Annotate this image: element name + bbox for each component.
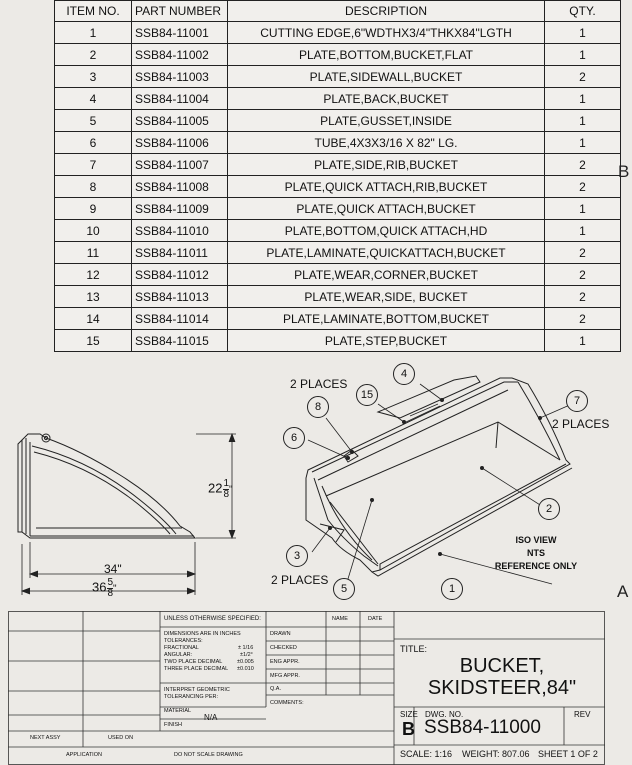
cell-description: PLATE,QUICK ATTACH,RIB,BUCKET <box>228 176 545 198</box>
drawing-title-line-1: BUCKET, <box>459 655 545 677</box>
cell-qty: 1 <box>545 44 621 66</box>
dim-length-whole: 36 <box>92 579 107 595</box>
cell-description: PLATE,WEAR,CORNER,BUCKET <box>228 264 545 286</box>
cell-description: PLATE,BOTTOM,BUCKET,FLAT <box>228 44 545 66</box>
side-view-drawing <box>0 420 260 600</box>
tb-size-label: SIZE <box>400 710 418 719</box>
iso-note-line-3: REFERENCE ONLY <box>494 561 578 571</box>
cell-description: CUTTING EDGE,6"WDTHX3/4"THKX84"LGTH <box>228 22 545 44</box>
header-qty: QTY. <box>545 1 621 22</box>
bom-row <box>55 22 621 44</box>
tb-used-on: USED ON <box>108 735 134 741</box>
tb-scale: SCALE: 1:16 <box>400 749 453 759</box>
cell-part-number: SSB84-11013 <box>132 286 228 308</box>
iso-note-line-2: NTS <box>527 548 545 558</box>
dim-height-num: 1 <box>223 478 230 489</box>
cell-item-no: 14 <box>55 308 132 330</box>
header-description: DESCRIPTION <box>228 1 545 22</box>
dim-length-den: 8 <box>107 588 114 599</box>
bom-body <box>55 22 621 352</box>
cell-description: PLATE,QUICK ATTACH,BUCKET <box>228 198 545 220</box>
title-block <box>8 611 605 765</box>
cell-description: PLATE,STEP,BUCKET <box>228 330 545 352</box>
item-balloon: 15 <box>356 384 378 406</box>
tb-do-not-scale: DO NOT SCALE DRAWING <box>174 752 243 758</box>
cell-item-no: 8 <box>55 176 132 198</box>
tb-title-label: TITLE: <box>400 644 428 654</box>
bom-header-row <box>55 1 621 22</box>
tb-tolerancing: TOLERANCING PER: <box>164 694 218 700</box>
cell-qty: 2 <box>545 154 621 176</box>
cell-qty: 2 <box>545 286 621 308</box>
tb-three-place: THREE PLACE DECIMAL <box>164 666 229 672</box>
bom-row <box>55 88 621 110</box>
cell-description: PLATE,LAMINATE,QUICKATTACH,BUCKET <box>228 242 545 264</box>
cell-item-no: 10 <box>55 220 132 242</box>
cell-item-no: 6 <box>55 132 132 154</box>
item-balloon: 5 <box>333 578 355 600</box>
cell-description: PLATE,BACK,BUCKET <box>228 88 545 110</box>
dim-height: 22 $\frac{1}{8}$ " <box>208 478 233 500</box>
tb-application: APPLICATION <box>66 752 102 758</box>
cell-part-number: SSB84-11008 <box>132 176 228 198</box>
tb-dwg-label: DWG. NO. <box>425 710 464 719</box>
bom-row <box>55 308 621 330</box>
cell-part-number: SSB84-11003 <box>132 66 228 88</box>
tb-drawn: DRAWN <box>270 631 291 637</box>
bom-row <box>55 286 621 308</box>
cell-qty: 1 <box>545 220 621 242</box>
cell-description: PLATE,SIDE,RIB,BUCKET <box>228 154 545 176</box>
cell-item-no: 11 <box>55 242 132 264</box>
bom-row <box>55 44 621 66</box>
cell-qty: 2 <box>545 308 621 330</box>
header-item-no: ITEM NO. <box>55 1 132 22</box>
item-balloon: 1 <box>441 578 463 600</box>
places-note-bottom: 2 PLACES <box>271 573 329 587</box>
cell-description: PLATE,WEAR,SIDE, BUCKET <box>228 286 545 308</box>
zone-marker-a: A <box>617 582 629 601</box>
cell-qty: 2 <box>545 242 621 264</box>
tb-fractional-value: ± 1/16 <box>238 645 254 651</box>
cell-item-no: 7 <box>55 154 132 176</box>
dim-height-whole: 22 <box>208 480 223 496</box>
dim-length-num: 5 <box>107 577 114 588</box>
tb-tolerances: TOLERANCES: <box>164 638 203 644</box>
cell-part-number: SSB84-11009 <box>132 198 228 220</box>
cell-qty: 1 <box>545 198 621 220</box>
cell-qty: 2 <box>545 264 621 286</box>
tb-material: MATERIAL <box>164 708 192 714</box>
cell-qty: 1 <box>545 132 621 154</box>
cell-description: PLATE,GUSSET,INSIDE <box>228 110 545 132</box>
cell-item-no: 2 <box>55 44 132 66</box>
tb-angular: ANGULAR: <box>164 652 193 658</box>
item-balloon: 3 <box>286 545 308 567</box>
cell-part-number: SSB84-11011 <box>132 242 228 264</box>
item-balloon: 4 <box>393 363 415 385</box>
cell-item-no: 1 <box>55 22 132 44</box>
item-balloon: 8 <box>307 396 329 418</box>
cell-item-no: 13 <box>55 286 132 308</box>
tb-next-assy: NEXT ASSY <box>30 735 61 741</box>
iso-view-note <box>476 534 596 573</box>
cell-description: PLATE,SIDEWALL,BUCKET <box>228 66 545 88</box>
zone-marker-b: B <box>618 162 630 181</box>
tb-size-value: B <box>402 719 415 739</box>
tb-dims-in-inches: DIMENSIONS ARE IN INCHES <box>164 631 241 637</box>
tb-checked: CHECKED <box>270 645 297 651</box>
cell-item-no: 3 <box>55 66 132 88</box>
cell-part-number: SSB84-11014 <box>132 308 228 330</box>
dim-length-overall: 36 $\frac{5}{8}$ " <box>92 577 117 599</box>
cell-qty: 1 <box>545 330 621 352</box>
header-part-number: PART NUMBER <box>132 1 228 22</box>
cell-qty: 2 <box>545 176 621 198</box>
tb-sheet: SHEET 1 OF 2 <box>538 749 598 759</box>
bom-row <box>55 220 621 242</box>
bill-of-materials-table <box>54 0 621 352</box>
cell-qty: 1 <box>545 88 621 110</box>
bom-row <box>55 264 621 286</box>
cell-qty: 1 <box>545 110 621 132</box>
tb-name: NAME <box>332 616 348 622</box>
places-note-right: 2 PLACES <box>552 417 610 431</box>
cell-item-no: 4 <box>55 88 132 110</box>
bom-row <box>55 66 621 88</box>
cell-part-number: SSB84-11006 <box>132 132 228 154</box>
cell-part-number: SSB84-11005 <box>132 110 228 132</box>
drawing-title <box>400 655 604 699</box>
tb-finish: FINISH <box>164 722 183 728</box>
item-balloon: 6 <box>283 427 305 449</box>
bom-row <box>55 198 621 220</box>
cell-qty: 1 <box>545 22 621 44</box>
dim-length-34: 34" <box>104 562 122 576</box>
cell-description: TUBE,4X3X3/16 X 82" LG. <box>228 132 545 154</box>
tb-material-value: N/A <box>204 713 218 722</box>
cell-part-number: SSB84-11015 <box>132 330 228 352</box>
bom-row <box>55 110 621 132</box>
cell-part-number: SSB84-11002 <box>132 44 228 66</box>
tb-three-place-value: ±0.010 <box>237 666 254 672</box>
cell-part-number: SSB84-11007 <box>132 154 228 176</box>
tb-rev-label: REV <box>574 710 591 719</box>
cell-part-number: SSB84-11004 <box>132 88 228 110</box>
tb-fractional: FRACTIONAL <box>164 645 199 651</box>
bom-row <box>55 176 621 198</box>
cell-item-no: 12 <box>55 264 132 286</box>
bom-row <box>55 154 621 176</box>
tb-dwg-number: SSB84-11000 <box>424 717 541 738</box>
tb-eng-appr: ENG APPR. <box>270 659 300 665</box>
tb-two-place-value: ±0.005 <box>237 659 254 665</box>
bom-row <box>55 242 621 264</box>
tb-angular-value: ±1/2° <box>240 652 253 658</box>
cell-part-number: SSB84-11001 <box>132 22 228 44</box>
places-note-top: 2 PLACES <box>290 377 348 391</box>
tb-date: DATE <box>368 616 383 622</box>
cell-description: PLATE,LAMINATE,BOTTOM,BUCKET <box>228 308 545 330</box>
item-balloon: 2 <box>538 498 560 520</box>
item-balloon: 7 <box>566 390 588 412</box>
iso-note-line-1: ISO VIEW <box>515 535 557 545</box>
cell-part-number: SSB84-11012 <box>132 264 228 286</box>
drawing-title-line-2: SKIDSTEER,84" <box>427 677 577 699</box>
tb-weight: WEIGHT: 807.06 <box>462 749 530 759</box>
cell-item-no: 5 <box>55 110 132 132</box>
bom-row <box>55 132 621 154</box>
cell-qty: 2 <box>545 66 621 88</box>
tb-two-place: TWO PLACE DECIMAL <box>164 659 223 665</box>
cell-item-no: 15 <box>55 330 132 352</box>
tb-unless-specified: UNLESS OTHERWISE SPECIFIED: <box>164 616 261 622</box>
tb-interpret: INTERPRET GEOMETRIC <box>164 687 230 693</box>
tb-mfg-appr: MFG APPR. <box>270 673 300 679</box>
cell-item-no: 9 <box>55 198 132 220</box>
dim-height-den: 8 <box>223 489 230 500</box>
tb-qa: Q.A. <box>270 686 282 692</box>
cell-description: PLATE,BOTTOM,QUICK ATTACH,HD <box>228 220 545 242</box>
tb-comments: COMMENTS: <box>270 700 304 706</box>
cell-part-number: SSB84-11010 <box>132 220 228 242</box>
bom-row <box>55 330 621 352</box>
